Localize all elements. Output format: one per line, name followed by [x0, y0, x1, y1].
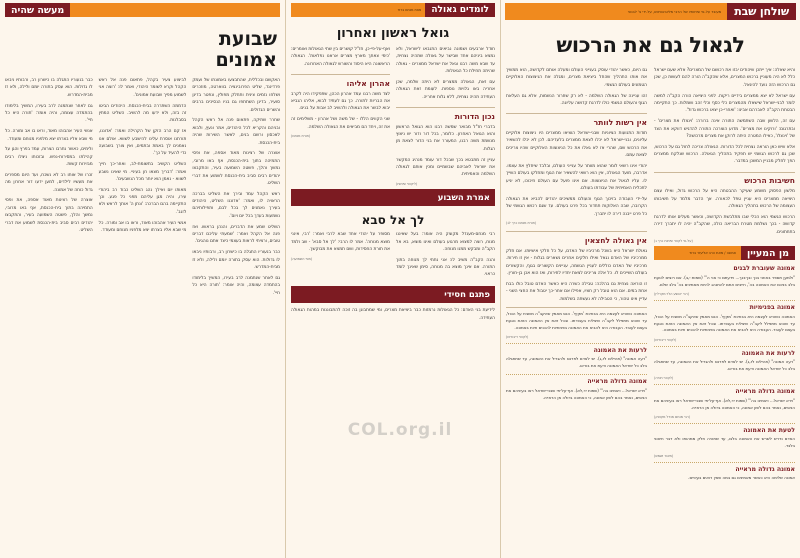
divider — [506, 307, 647, 308]
maayan-item-source: (רבי מנחם מנדל מקוצק) — [654, 414, 691, 419]
maayan-header — [654, 246, 795, 260]
hasidic-saying-text: לידיעת בני האדם: כל הגאולות נרמזות כבר ביציאת מצרים, ומי שמתבונן בה זוכה להתבוננות במהות הגאולה העתידה. — [291, 308, 495, 321]
maayan-item-source: (לקוטי דיבורים) — [506, 334, 529, 339]
story-para: אוצרה של רצינות מאוד אספה, את ופסי התמיהה בתוך בית-הכנסת, אף באו מרובי, נמשך והלך, פשטה השמועה בעיר, והתקבצו יהודים רבים סביב בית-הכנסת לשמוע את דברי השליט. — [4, 198, 93, 234]
center-subsection2-heading: אהרון אליהו — [291, 74, 390, 88]
story-para: אוצרה של רצינות מאוד אספה, את ופסי התמיהה בתוך בית-הכנסת, אף באו מרובי, נמשך והלך, פשטה השמועה בעיר, והתקבצו יהודים רבים סביב בית-הכנסת לשמוע את דברי השליט. — [192, 151, 280, 186]
main-para: עם זה, הלשון שבה השתמשה התורה אינה ברורה: 'וינצלו את מצרים' - ובתרגום: 'ורוקינו את מצרים'. מדוע הוצרכה התורה להדגיש דווקא את הצד של 'וינצלו', כאילו המטרה היתה לרוקן את מצרים מרכושה? — [654, 119, 795, 139]
maayan-item — [654, 427, 795, 458]
week-saying-para: והנה הקב"ה משיב לו: אני נתתי לך מנוחה בתוך התורה. אם אינך מוצא בה מנוחה, סימן שאינך לומד כראוי. — [396, 257, 495, 278]
story-col-2 — [99, 77, 187, 554]
story-title-line1: שבועת — [218, 28, 277, 50]
story-para: השליט שמע את הדברים, והנהן בראשו. ואז פנה אל הקהל ואמר: 'שמעתי עליכם דברים טובים, ורציתי לראות בעצמי כיצד אתם נוהגים'. — [192, 224, 280, 245]
story-para: גם לאחר שנתמנה לרב בעירו, המשיך בלימודו בהתמדה עצומה, והיה אומר: 'תורה היא כל חיי'. — [192, 275, 280, 296]
maayan-item-heading: אמונה גדולה מראייה — [587, 378, 647, 386]
main-para: עם ישראל לא יצא ממצרים בידיים ריקות. לפני היציאה הורה הקב"ה למשה לומר לבני-ישראל שישאלו מהמצרים כלי כסף וכלי זהב ושמלות. כך התקיימה הבטחת הקב"ה לאברהם אבינו: 'ואחרי-כן יצאו ברכוש גדול'. — [654, 93, 795, 114]
maayan-item — [654, 388, 795, 419]
maayan-title: מן המעיין — [741, 246, 795, 260]
story-para: אז קם הרב הזקן של הקהילה ואמר: 'אדוננו, תורתנו אוסרת עלינו להישבע לשווא. אולם אנו נאמנים לך באמת ובתמים, ואין צורך בשבועה כדי להעיד על כך'. — [98, 129, 187, 157]
section-para: יהודי אינו רשאי לומר שהוא מוותר על ענייני העולם, ובלבד שיחלץ את עצמו. אדרבה, מועד הגאולה, אין הוא רשאי להשאיר את הגוף ומחלקו בעולם השייך לו. עליו לגאול את הניצוצות. אם אינו פועל עם העולם וזיכוכו, לא יגיע לתכלית האמיתית של עבודתו בעולם. — [506, 163, 647, 191]
section-para: על-ידי העבודה בזיכוך הגוף והעולם ממשיכים יהודים להביא את הגאולה הקרובה, שבה האלוקות תחדור בכל פרט בעולם. עד שגם רכושו הגשמי של כל פרט ייבנה דירה לו יתברך. — [506, 196, 647, 217]
maayan-item-heading: לטעת את האמונה — [743, 426, 795, 434]
week-saying-subtitle: לך אל סבא — [361, 213, 425, 228]
center-subsection2-para: שני הקווים הללו - של משה ושל אהרון - משלימים זה את זה, ויחד הם מביאים את הגאולה השלמה. — [291, 117, 390, 130]
maayan-item-source: (רבי יהושע הלוי מקרלין) — [654, 292, 689, 297]
divider — [654, 384, 795, 385]
week-saying-col-left — [291, 231, 390, 282]
maayan-item — [654, 304, 795, 342]
week-saying-columns — [291, 231, 495, 282]
story-para: מאותו יום ואילך נהג השליט כבוד רב ביהודי עירו, והיה מגן עליהם מפני כל פגע. וכך התקיימה בהם הברכה: 'ונתן ה' אותך לראש ולא לזנב'. — [98, 187, 187, 215]
story-col-1 — [192, 77, 280, 554]
story-para: אנשי העיר אהבוהו מאוד, וראו בו אב ומורה. כל מי שבא אליו בצרתו יצא מלפניו מנוחם ומעודד. — [98, 220, 187, 234]
divider — [506, 343, 647, 344]
center-para: חודל ארבעים ושמונה נביאים התנבאו לישראל, ולא נמצא ביניהם אחד שבישר על גאולה שתהיה נצחית, עד שבא משה רבנו וגאל את ישראל ממצרים - גאולה שהיתה תחילת כל הגאולות. — [396, 47, 495, 75]
maayan-item-text: "רעה אמונה" (תהילים לז,ג). יש לאדם לפרנס ולהגדיל את האמונה, עד שתתגלה בלב כל ישראל האמונה ודעת את בוראו. — [506, 356, 647, 369]
center-para: ואף-על-פי-כן, חז"ל קושרים בין שתי הגאולות ואומרים: 'כימי צאתך מארץ מצרים אראנו נפלאות'. הגאולה הראשונה היא היסוד והשורש לגאולה האחרונה. — [291, 47, 390, 67]
page-title: לגאול גם את הרכוש — [556, 33, 745, 57]
maayan-item-heading: אמונה שעוברת לבנים — [733, 265, 795, 273]
story-para: השליט הקשיב בתשומת-לב, ואחר-כך חייך ואמר: 'דבריך מצאו חן בעיניי. מי שאינו נשבע לשווא - נאמן הוא יותר מכל הנשבעים'. — [98, 162, 187, 182]
story-para: גם לאחר שנתמנה לרב בעירו, המשיך בלימודו בהתמדה עצומה, והיה אומר: 'תורה היא כל חיי'. — [4, 103, 93, 124]
masthead-strip-text: מעובד על-פי שיחותיו של הרבי מליובאוויטש, על-ידי צ' לבנוני — [505, 3, 727, 20]
section-para: גאולת ישראל היא בשכל מרכיביו של האדם, על כל חלקי אישיותו. אם חלק ממרכיביו של האדם נגאל ואילו חלקים אחרים נשארים בגלות - אין זו חירות. מרכיביו של האדם כוללים לעניין הגשמה, עניינים הקשורים בגוף, והקשורים בעולם השייכים לו. כל אלה צריכים לצאת יחדיו לחירות, ואז הוא אכן בן-חורין. — [506, 248, 647, 276]
story-title-line2: אמונים — [215, 48, 277, 71]
center-article-title: גואל ראשון ואחרון — [336, 26, 450, 41]
divider — [654, 346, 795, 347]
center-subsection-heading: נכון הדורות — [396, 107, 495, 121]
divider — [654, 300, 795, 301]
maayan-item-text: "וירא ישראל... ויאמינו בה'" (שמות יד,לא). אף-על-פי שבני-ישראל ראו בעיניהם את הניסים, נאמר בהם לשון אמונה, כי האמונה גדולה מן הראייה. — [654, 397, 795, 410]
story-title — [8, 29, 277, 70]
center-col-left — [291, 46, 390, 189]
maayan-strip: אמונה / מאת הרב אליעזר ברוד — [654, 246, 741, 260]
section-source: (תורת מנחם כרך לג) — [506, 221, 537, 226]
center-subsection-para: עניין זה מתבטא בכך שבכל דור עומד מנהיג המקשר את ישראל לאביהם שבשמיים ומכין אותם לגאולה השלמה והאמיתית. — [396, 157, 495, 178]
story-col-3 — [5, 77, 93, 554]
maayan-item-heading: לרעות את האמונה — [593, 346, 647, 354]
main-intro: והיא שאלה: איך ייתכן שיהודים יבזו את רכושם של המצרים? אלא שעם ישראל כלל לא היה מעוניין ברכוש המצרים, אלא שהקב"ה הורה להם לעשות כן, שכן גם הרכוש הזה נועד להיגאל. — [654, 68, 795, 88]
center-subsection2-para: לצד משה רבנו עמד אהרון הכהן, שתפקידו היה לקרב את הבריות לתורה. כך גם לעתיד לבוא, אליהו הנביא יבוא לבשר את הגאולה ולהשיב לב אבות על בנים. — [291, 91, 390, 112]
week-saying-source: (מפי השמועה) — [291, 256, 313, 261]
masthead-logo: שולחן שבת — [727, 3, 796, 20]
maayan-item — [654, 466, 795, 482]
week-saying-header — [291, 189, 495, 206]
maayan-item-heading: אמונה גדולה מראייה — [735, 465, 795, 473]
story-para: זכרו של אותו רב לא נשכח, ועד היום מספרים את מעשיו לילדים, למען ידעו דור אחרון מה גדול כוחה של אמונה. — [4, 172, 93, 193]
maayan-item — [654, 350, 795, 381]
story-para: שחרר שתיקה, פתאום פנה אל ראש הקהל ובניהם והקריא לכל היהודים, אמר ונעץ, ולבוא לאכסון ורשם בנים, לאשר השירות שהיה בית-הכנסת. — [192, 118, 280, 146]
masthead — [505, 3, 796, 20]
learning-geula-strip: מאת מנחם ברוד — [291, 3, 425, 17]
hasidic-saying-header — [291, 286, 495, 303]
maayan-item-heading: אמונה גדולה מראייה — [735, 388, 795, 396]
week-saying-para: רבי מנחם-מענדל מקוצק היה אומר: בעל שאיננו מנוח, רוצה למצוא מרגוע בעולם ואינו מוצא, בא אל הקב"ה ומבקש ממנו מנוחה. — [396, 232, 495, 252]
section-para: מלשון הפסוק משמע שעיקר ההבטחה היא על הרכוש גדול, ואילו עצם היציאה ממצרים היא עניין טפל לכאורה. אך הדבר מלמד על חשיבותו העצומה של הרכוש בתהליך הגאולה. — [654, 189, 795, 210]
maayan-item-text: אמונה שלימה היא כאשר מאמינים גם במה שאין רואים בעיניים. — [688, 475, 795, 481]
section-heading-no-half-redemption: אין גאולה לחצאין — [506, 231, 647, 245]
maayan-item-text: האמונה כשהיא לעצמה היא בבחינת 'מקיף'. הנס מאמין שהקב"ה משגיח על הכול, עד שהוא מתפלל לקב"ה שיצליח בעבודתו. ובכל זאת אין האמונה הזאת נוגעת בעצם לעובד. העבודה היא להביא את האמונה בפנימיות להכניס חיות באמונה. — [506, 310, 647, 330]
maayan-overflow — [506, 311, 647, 402]
main-para: גם היום, כאשר יהודי עוסק בענייני העולם ומעלה אותם לקדושה, הוא ממשיך את אותו התהליך שהחל ביציאת מצרים, ומגלה את הניצוצות האלוקיים הטמונים בעולם הגשמי. — [506, 68, 647, 88]
maayan-item-text: "ולמען תספר באוזני בנך ובן-בנך... וידעתם כי אני ה'" (שמות י,ב). אם רוצים לטעת בלב בניכם את האמונה בה', חייבים אתם להתנהג להיות מאמינים בה' בלב שלם. — [654, 274, 795, 287]
center-para: עם זאת, הגאולה ממצרים לא היתה שלמה, שכן אחריה באו גלויות נוספות. לעומת זאת הגאולה העתידה תהיה נצחית, ללא גלות אחריה. — [396, 79, 495, 100]
main-para: אלא שיש כאן הוראה נצחית לכל הדורות. הגאולה צריכה לחול גם על הרכוש, שכן גם לרכוש הגשמי יש תפקיד בתהליך הגאולה. הרכוש שנלקח ממצרים הפך לחלק מבניין המשכן במדבר. — [654, 144, 795, 165]
maayan-item-source: (מאור ושמש) — [654, 453, 674, 458]
maayan-item-heading: אמונה בפנימיות — [749, 304, 795, 312]
hasidic-saying-title: פתגם חסידי — [444, 289, 490, 300]
divider — [654, 423, 795, 424]
center-subsection2-source: (תורת מנחם) — [291, 134, 311, 139]
section-para: הרכוש הגשמי הוא הכלי שבו מתלבשת הקדושה, וכאשר מעלים אותו לדרגת קדושה - בכך נשלמת מטרת הבריאה כולה, שהקב"ה יהיה לו יתברך דירה בתחתונים. — [654, 214, 795, 235]
story-para: ולימים, כאשר נתרבו הצרות, עמד בפרץ והגן על קהילתו במסירות-נפש. ובזכותו ניצלו רבים מגזירות קשות. — [4, 147, 93, 168]
section-para: זו הוראה נצחית גם בהלכה: טבילה כשרה היא כאשר האדם טובל כולו בבת אחת במים. אם הוא טובל רק חציו, אפילו אם אחר-כך יטבול את החצי השני - עדיין אינו טהור, כי הטבילה לא נעשתה בשלמות. — [506, 281, 647, 302]
section-source: (על-פי לקוטי שיחות כרך ג) — [654, 239, 693, 244]
story-para: הדממה השתררה בבית-הכנסת. היהודים הביטו זה בזה, ולא ידעו מה להשיב. השליט המתין בסבלנות. — [98, 103, 187, 124]
watermark: COL.org.il — [347, 420, 453, 440]
section-heading-no-right-to-concede: אין רשות לוותר — [506, 113, 647, 127]
divider — [506, 374, 647, 375]
main-col-right — [654, 67, 795, 485]
story-columns — [5, 77, 280, 554]
story-para: כבר בנעוריו התגלה בו כישרון רב, ורבותיו ניבאו לו גדולות. הוא עסק בתורה יומם ולילה, ולא זז מבית-המדרש. — [192, 250, 280, 270]
maayan-item-heading: לרעות את האמונה — [741, 349, 795, 357]
story-panel — [0, 0, 285, 558]
center-panel — [285, 0, 500, 558]
story-header-title: מעשה שהיה — [5, 3, 70, 17]
section-heading-importance: חשיבות הרכוש — [654, 172, 795, 186]
center-top-columns — [291, 46, 495, 189]
story-header — [5, 3, 280, 17]
maayan-item-text: "וירא ישראל... ויאמינו בה'" (שמות יד,לא). אף-על-פי שבני-ישראל ראו בעיניהם את הניסים, נאמר בהם לשון אמונה, כי האמונה גדולה מן הראייה. — [506, 387, 647, 400]
main-para: זהו עניינה של הגאולה השלמה - לא רק שחרור הנשמות, אלא גם העלאת הגוף והעולם הגשמי כולו לדרגת קדושה עליונה. — [506, 93, 647, 106]
maayan-item-text: האמונה כשהיא לעצמה היא בבחינת 'מקיף'. הנס מאמין שהקב"ה משגיח על הכול, עד שהוא מתפלל לקב"ה שיצליח בעבודתו. ובכל זאת אין האמונה הזאת נוגעת בעצם לעובד. העבודה היא להביא את האמונה בפנימיות להכניס חיות באמונה. — [654, 313, 795, 333]
maayan-item-text: האדם נדרש לשרש את האמונה בלבו, עד שתהיה חלק ממהותו ולא דבר חיצוני בלבד. — [654, 436, 795, 449]
center-subsection-source: (ליקוטי שיחות) — [396, 182, 418, 187]
learning-geula-title: לומדים גאולה — [425, 3, 495, 17]
story-header-strip — [70, 3, 280, 17]
week-saying-para: מסופר על יהודי אחד שבא לרבי ואמר: 'רבי, אינני מוצא מנוחה'. אמר לו הרבי: 'לך אל סבא' - שב ולמד את תורת החסידות, ושם תמצא את מבוקשך. — [291, 232, 390, 252]
center-col-right — [396, 46, 495, 189]
story-para: כבר בנעוריו התגלה בו כישרון רב, ורבותיו ניבאו לו גדולות. הוא עסק בתורה יומם ולילה, ולא זז מבית-המדרש. — [4, 78, 93, 98]
week-saying-col-right — [396, 231, 495, 282]
learning-geula-header — [291, 3, 495, 17]
section-para: תודות התנועות הציוניות שבני-ישראל הוציאו ממצרים היו ניצוצות אלוקיים עליונים, ובני-ישראל לא יכלו לצאת ממצרים בלעדיהם. לכן לא יכלו להשאיר את הרכוש שם, שהרי אז לא גאלו את כל הניצוצות האלוקיים שהיו צריכים לצאת עמם. — [506, 130, 647, 159]
maayan-item-text: "רעה אמונה" (תהילים לז,ג). יש לאדם לפרנס ולהגדיל את האמונה, עד שתתגלה בלב כל ישראל האמונה ודעת את בוראו. — [654, 359, 795, 372]
maayan-item — [654, 265, 795, 296]
story-intro: האקשם ובכללית, שהתבצעו באמונתו של ועמק פרדיננד, שליט הפרובינציה בווארטה, מוזכרים ושלחו נזמים צינית ותחלק מפולין, ונפטר בדינן סועיר, בדינן השתתפו גם בניו הנסיכים ברבים והשרים הגדולים. — [192, 78, 280, 113]
main-article-panel — [500, 0, 800, 558]
center-subsection-para: בדברי חז"ל מבואר שמשה רבנו הוא הגואל הראשון והוא הגואל האחרון. כלומר, בכל דור ודור יש ניצוץ מנשמת משה רבנו, המעורר את בני הדור לצאת מן הגלות. — [396, 124, 495, 152]
main-col-left — [506, 67, 647, 485]
story-para: ראש הקהל עמד ובירך את השליט בברכה הראויה לו, ואמר: 'אדוננו השליט, היהודים בעירך נאמנים לך בכל לבם, ותפילותיהם נשמעות בעדך בכל יום ויום'. — [192, 191, 280, 219]
divider — [654, 462, 795, 463]
story-para: אנשי העיר אהבוהו מאוד, וראו בו אב ומורה. כל מי שבא אליו בצרתו יצא מלפניו מנוחם ומעודד. — [4, 129, 93, 142]
maayan-item-source: (לקוטי תורה) — [654, 376, 674, 381]
story-para: לביצוע צעיר בקהל, פתאום פנה אל ראש הקהל וקרא לשומר היהודי, ואמר לו: 'רוצה אני לשמוע מפיך שבועת אמונים'. — [98, 78, 187, 98]
maayan-item-source: (לקוטי דיבורים) — [654, 337, 677, 342]
week-saying-title: אמרת השבוע — [437, 192, 490, 203]
